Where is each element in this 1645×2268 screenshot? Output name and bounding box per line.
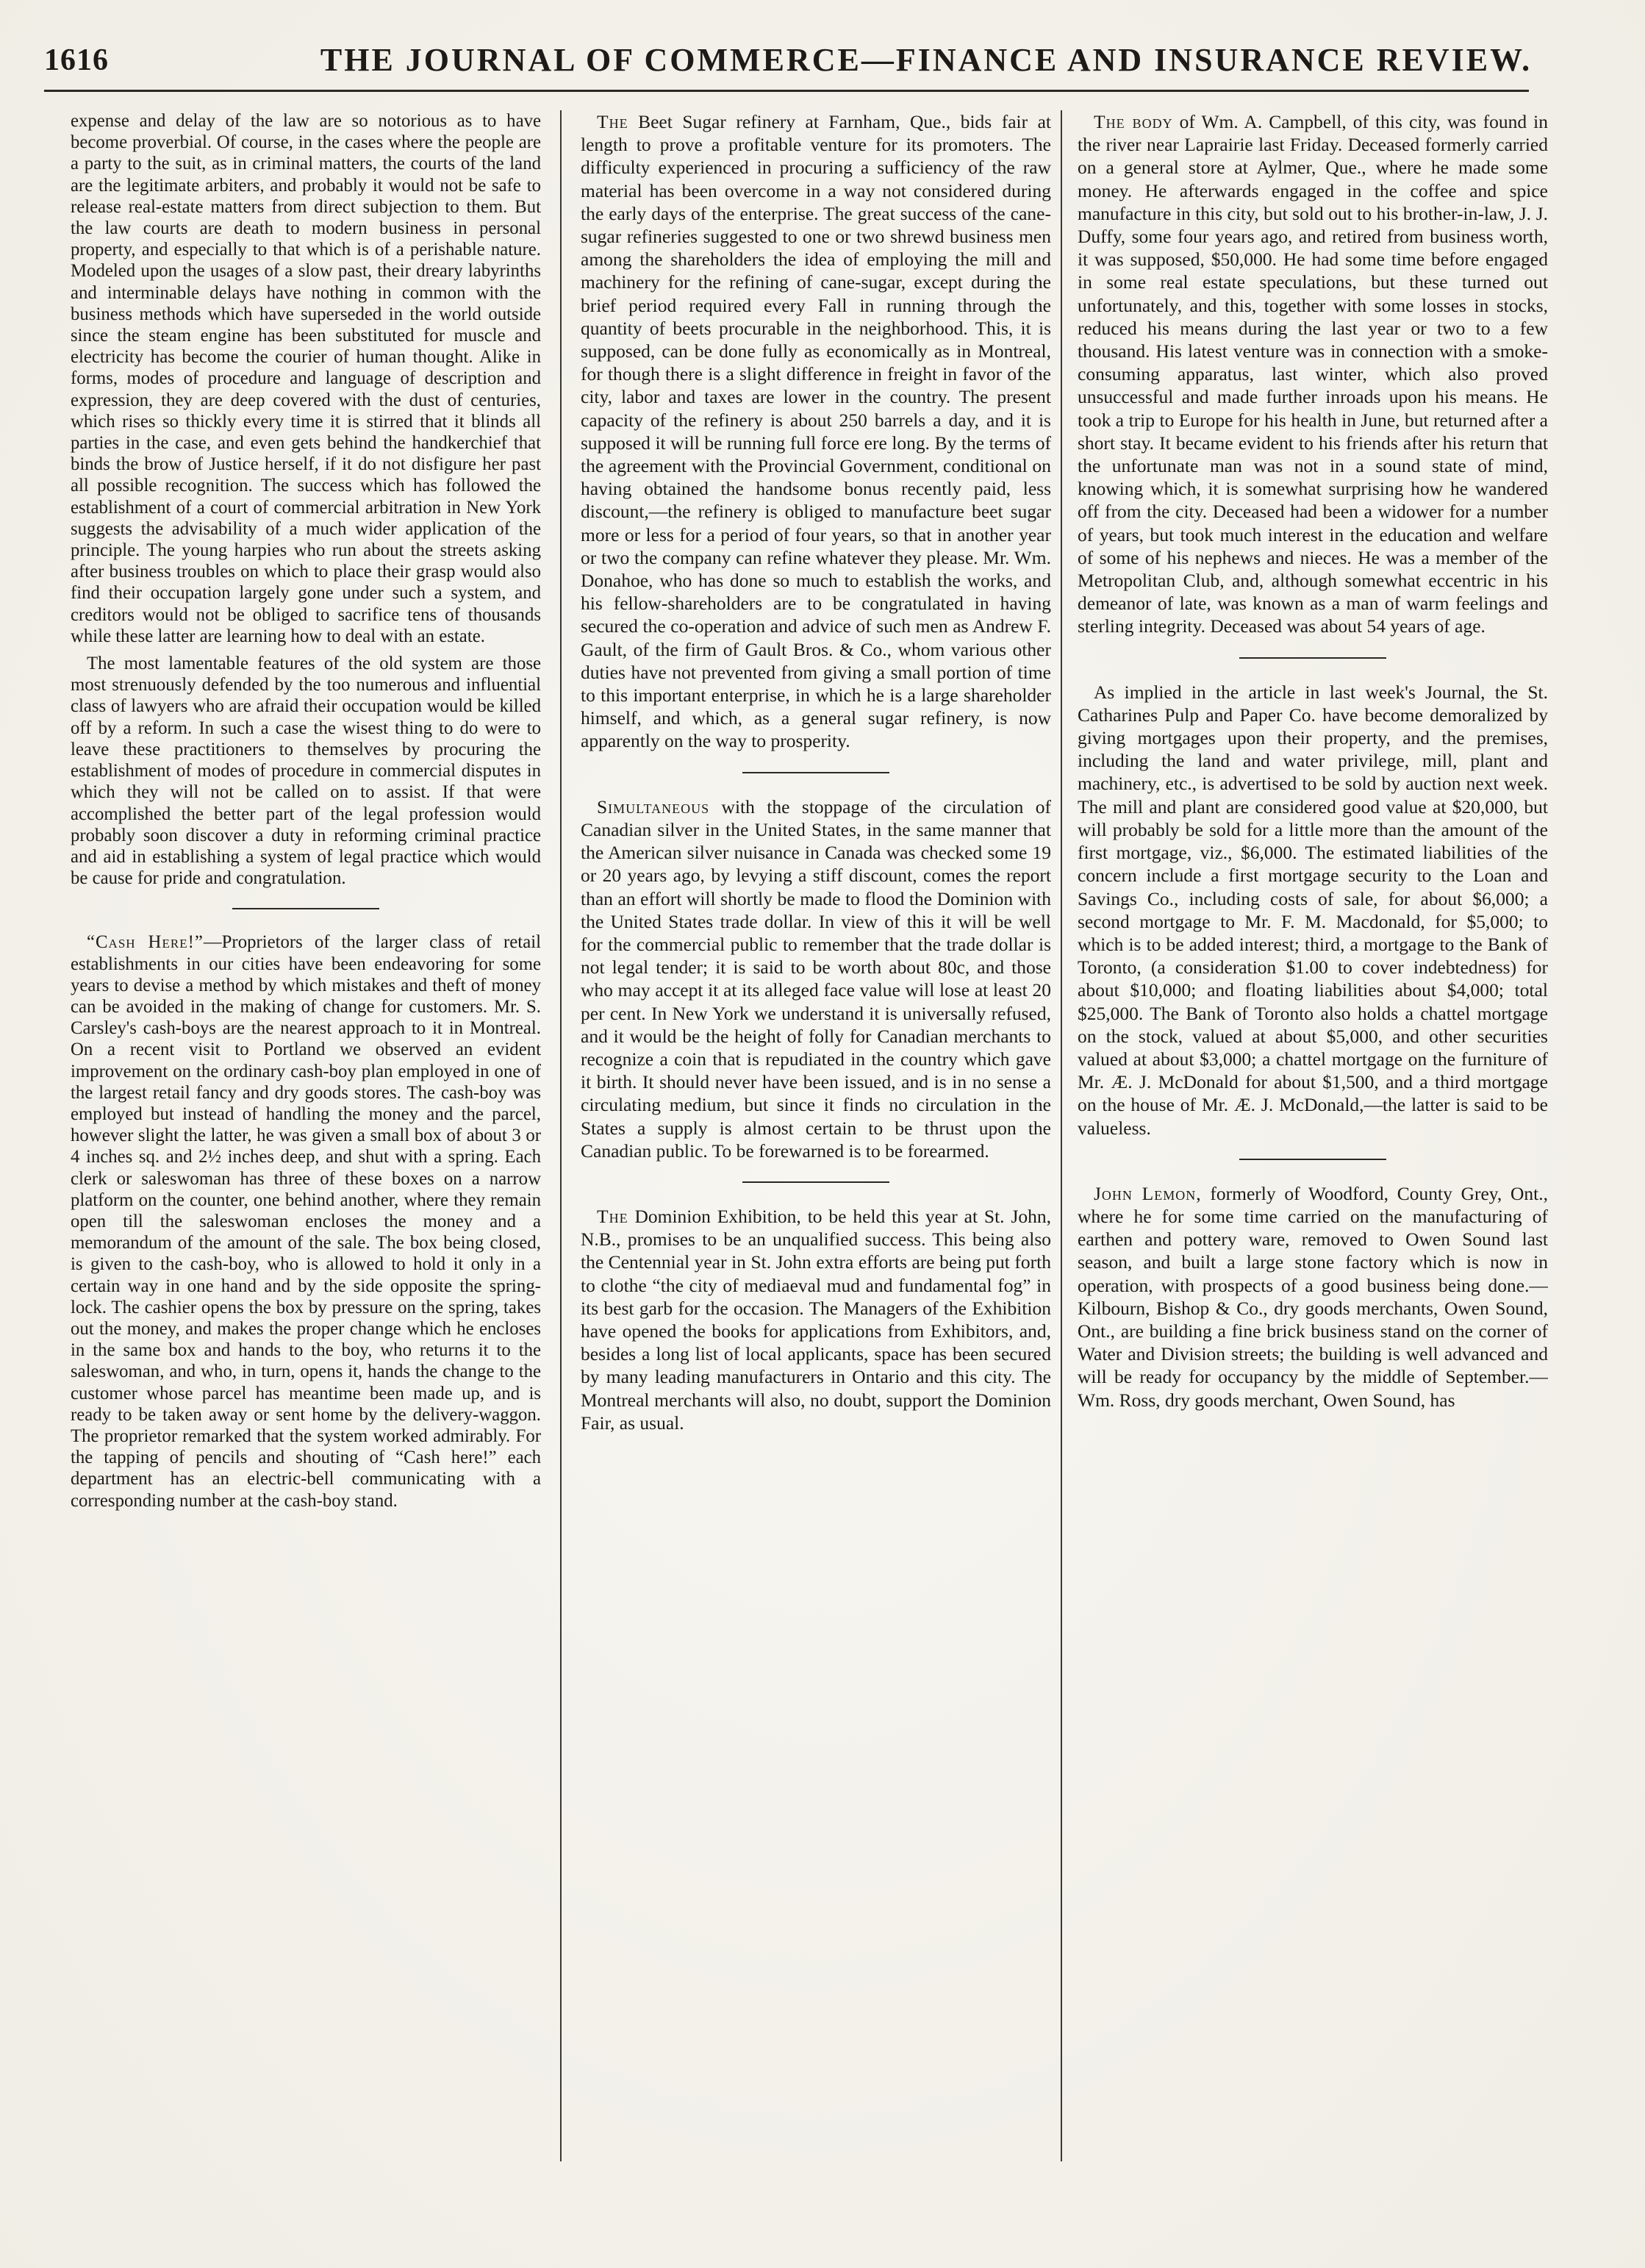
article-cash-here — [71, 931, 541, 1511]
article-separator — [742, 772, 889, 773]
article-separator — [1239, 1159, 1386, 1160]
article-body: of Wm. A. Campbell, of this city, was found in the river near Laprairie last Friday. Deceased formerly carried on a general store at Aylmer, Que., where he made some money. He afterwards engaged in the coffee and spice manufacture in this city, but sold out to his brother-in-law, J. J. Duffy, some four years ago, and retired from business worth, it was supposed, $50,000. He had some time before engaged in some real estate speculations, but these turned out unfortunately, and this, together with some losses in stocks, reduced his means during the last year or two to a few thousand. His latest venture was in connection with a smoke-consuming apparatus, last winter, which also proved unsuccessful and made further inroads upon his means. He took a trip to Europe for his health in June, but returned after a short stay. It became evident to his friends after his return that the unfortunate man was not in a sound state of mind, knowing which, it is somewhat surprising how he wandered off from the city. Deceased had been a widower for a number of years, but took much interest in the education and welfare of some of his nephews and nieces. He was a member of the Metropolitan Club, and, although somewhat eccentric in his demeanor of late, was known as a man of warm feelings and sterling integrity. Deceased was about 54 years of age. — [1078, 111, 1548, 637]
article-lead: The — [597, 1205, 628, 1227]
column-1 — [71, 110, 541, 2198]
page-header — [44, 35, 1602, 87]
article-separator — [232, 908, 379, 909]
article-law-courts-continued: expense and delay of the law are so notorious as to have become proverbial. Of course, in the cases where the people are a party to the suit, as in criminal matters, the courts of the land are the legitimate arbiters, and probably it would not be safe to release real-estate matters from direct subjection to them. But the law courts are death to modern business in personal property, and especially to that which is of a perishable nature. Modeled upon the usages of a slow past, their dreary labyrinths and interminable delays have nothing in common with the business methods which have superseded in the world outside since the steam engine has been substituted for muscle and electricity has become the courier of human thought. Alike in forms, modes of procedure and language of description and expression, they are deep covered with the dust of centuries, which rises so thickly every time it is stirred that it blinds all parties in the case, and even gets behind the handkerchief that binds the brow of Justice herself, if it do not disfigure her past all possible recognition. The success which has followed the establishment of a court of commercial arbitration in New York suggests the advisability of a much wider application of the principle. The young harpies who run about the streets asking after business troubles on which to place their grasp would also find their occupation largely gone under such a system, and creditors would not be obliged to sacrifice tens of thousands while these latter are learning how to deal with an estate. — [71, 111, 541, 646]
running-title: THE JOURNAL OF COMMERCE—FINANCE AND INSURANCE REVIEW. — [320, 42, 1533, 78]
article-body: Dominion Exhibition, to be held this year at St. John, N.B., promises to be an unqualified success. This being also the Centennial year in St. John extra efforts are being put forth to clothe “the city of mediaeval mud and fundamental fog” in its best garb for the occasion. The Managers of the Exhibition have opened the books for applications from Exhibitors, and, besides a long list of local applicants, space has been secured by many leading manufacturers in Ontario and this city. The Montreal merchants will also, no doubt, support the Dominion Fair, as usual. — [581, 1205, 1051, 1434]
column-divider-1 — [560, 110, 562, 2161]
article-pulp-paper-co: As implied in the article in last week's Journal, the St. Catharines Pulp and Paper Co. have become demoralized by giving mortgages upon their property, and the premises, including the land and water privilege, mill, plant and machinery, etc., is advertised to be sold by auction next week. The mill and plant are considered good value at $20,000, but will probably be sold for a little more than the amount of the first mortgage, viz., $6,000. The estimated liabilities of the concern include a first mortgage security to the Loan and Savings Co., including costs of sale, for about $6,000; a second mortgage to Mr. F. M. Macdonald, for $5,000; to which is to be added interest; third, a mortgage to the Bank of Toronto, (a consideration $1.00 to cover indebtedness) for about $10,000; and floating liabilities about $4,000; total $25,000. The Bank of Toronto also holds a chattel mortgage on the stock, valued at about $5,000, and other securities valued at about $3,000; a chattel mortgage on the furniture of Mr. Æ. J. McDonald for about $1,500, and a third mortgage on the house of Mr. Æ. J. McDonald,—the latter is said to be valueless. — [1078, 681, 1548, 1139]
article-law-reform: The most lamentable features of the old system are those most strenuously defended by the too numerous and influential class of lawyers who are afraid their occupation would be killed off by a reform. In such a case the wisest thing to do were to leave these practitioners to themselves by procuring the establishment of modes of procedure in commercial disputes in which they will not be called on to assist. If that were accomplished the better part of the legal profession would probably soon discover a duty in reforming criminal practice and aid in establishing a system of legal practice which would be cause for pride and congratulation. — [71, 654, 541, 889]
page-number: 1616 — [44, 43, 109, 77]
column-3 — [1078, 110, 1548, 2198]
article-dominion-exhibition — [581, 1205, 1051, 1434]
article-john-lemon — [1078, 1182, 1548, 1412]
article-lead: Simultaneous — [597, 795, 710, 818]
article-body: formerly of Woodford, County Grey, Ont., where he for some time carried on the manufacturing of earthen and pottery ware, removed to Owen Sound last season, and built a large stone factory which is now in operation, with prospects of a good business being done.—Kilbourn, Bishop & Co., dry goods merchants, Owen Sound, Ont., are building a fine brick business stand on the corner of Water and Division streets; the building is well advanced and will be ready for occupancy by the middle of September.—Wm. Ross, dry goods merchant, Owen Sound, has — [1078, 1182, 1548, 1411]
article-lead: The body — [1094, 111, 1173, 132]
article-silver-circulation — [581, 795, 1051, 1162]
article-lead: “Cash Here!” — [87, 932, 204, 953]
article-lead: The — [597, 111, 628, 132]
article-separator — [742, 1181, 889, 1183]
article-campbell-obituary — [1078, 110, 1548, 638]
article-beet-sugar — [581, 110, 1051, 753]
article-body: —Proprietors of the larger class of retail establishments in our cities have been endeavoring for some years to devise a method by which mistakes and theft of money can be avoided in the making of change for customers. Mr. S. Carsley's cash-boys are the nearest approach to it in Montreal. On a recent visit to Portland we observed an evident improvement on the ordinary cash-boy plan employed in one of the largest retail fancy and dry goods stores. The cash-boy was employed but instead of handling the money and the parcel, however slight the latter, he was given a small box of about 3 or 4 inches sq. and 2½ inches deep, and shut with a spring. Each clerk or saleswoman has three of these boxes on a narrow platform on the counter, one behind another, where they remain open till the saleswoman encloses the money and a memorandum of the amount of the sale. The box being closed, is given to the cash-boy, who is allowed to hold it only in a certain way in one hand and by the side opposite the spring-lock. The cashier opens the box by pressure on the spring, takes out the money, and makes the proper change which he encloses in the same box and hands to the boy, who returns it to the saleswoman, and who, in turn, opens it, hands the change to the customer whose parcel has meantime been made up, and is ready to be taken away or sent home by the delivery-waggon. The proprietor remarked that the system worked admirably. For the tapping of pencils and shouting of “Cash here!” each department has an electric-bell communicating with a corresponding number at the cash-boy stand. — [71, 932, 541, 1511]
article-lead: John Lemon, — [1094, 1182, 1202, 1204]
column-2 — [581, 110, 1051, 2198]
column-divider-2 — [1061, 110, 1062, 2161]
header-rule — [44, 90, 1529, 92]
article-body: with the stoppage of the circulation of Canadian silver in the United States, in the same manner that the American silver nuisance in Canada was checked some 19 or 20 years ago, by levying a stiff discount, comes the report than an effort will shortly be made to flood the Dominion with the United States trade dollar. In view of this it will be well for the commercial public to remember that the trade dollar is not legal tender; it is said to be worth about 80c, and those who may accept it at its alleged face value will lose at least 20 per cent. In New York we understand it is universally refused, and it would be the height of folly for Canadian merchants to recognize a coin that is repudiated in the country which gave it birth. It should never have been issued, and is in no sense a circulating medium, but since it finds no circulation in the States a supply is almost certain to be thrust upon the Canadian public. To be forewarned is to be forearmed. — [581, 795, 1051, 1162]
article-body: Beet Sugar refinery at Farnham, Que., bids fair at length to prove a profitable venture for its promoters. The difficulty experienced in procuring a sufficiency of the raw material has been overcome in a way not considered during the early days of the enterprise. The great success of the cane-sugar refineries suggested to one or two shrewd business men among the shareholders the idea of employing the mill and machinery for the refining of cane-sugar, except during the brief period required every Fall in running through the quantity of beets procurable in the neighborhood. This, it is supposed, can be done fully as economically as in Montreal, for though there is a slight difference in freight in favor of the city, labor and taxes are lower in the country. The present capacity of the refinery is about 250 barrels a day, and it is supposed it will be running full force ere long. By the terms of the agreement with the Provincial Government, conditional on having obtained the handsome bonus recently paid, less discount,—the refinery is obliged to manufacture beet sugar more or less for a period of four years, so that in another year or two the company can refine whatever they please. Mr. Wm. Donahoe, who has done so much to establish the works, and his fellow-shareholders are to be congratulated in having secured the co-operation and advice of such men as Andrew F. Gault, of the firm of Gault Bros. & Co., whom various other duties have not prevented from giving a small portion of time to this important enterprise, in which he is a large shareholder himself, and which, as a general sugar refinery, is now apparently on the way to prosperity. — [581, 111, 1051, 752]
article-separator — [1239, 657, 1386, 659]
